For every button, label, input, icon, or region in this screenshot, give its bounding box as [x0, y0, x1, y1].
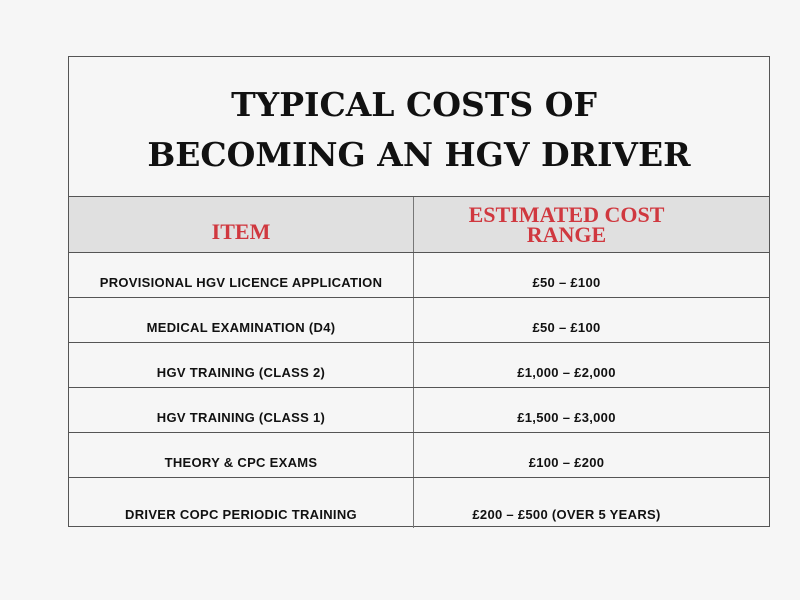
cost-cell: £50 – £100	[532, 319, 601, 335]
cost-cell: £50 – £100	[532, 274, 601, 290]
item-cell: DRIVER COPC PERIODIC TRAINING	[69, 478, 414, 528]
column-header-item: ITEM	[69, 197, 414, 252]
table-row	[69, 253, 769, 298]
item-cell: MEDICAL EXAMINATION (D4)	[69, 298, 414, 342]
table-row	[69, 478, 769, 528]
table-row	[69, 433, 769, 478]
cost-cell: £1,000 – £2,000	[517, 364, 616, 380]
cost-cell: £1,500 – £3,000	[517, 409, 616, 425]
column-header-row	[69, 197, 769, 253]
title-line-1: TYPICAL COSTS OF	[231, 84, 597, 124]
item-cell: THEORY & CPC EXAMS	[69, 433, 414, 477]
column-header-cost-line-1: ESTIMATED COST	[468, 201, 665, 227]
item-cell: PROVISIONAL HGV LICENCE APPLICATION	[69, 253, 414, 297]
title-line-2: BECOMING AN HGV DRIVER	[147, 134, 691, 174]
table-title	[69, 57, 769, 197]
cost-cell: £200 – £500 (OVER 5 YEARS)	[472, 506, 661, 522]
item-cell: HGV TRAINING (CLASS 2)	[69, 343, 414, 387]
cost-cell: £100 – £200	[528, 454, 605, 470]
item-cell: HGV TRAINING (CLASS 1)	[69, 388, 414, 432]
table-row	[69, 388, 769, 433]
column-header-cost	[414, 197, 769, 252]
column-header-cost-line-2: RANGE	[526, 221, 607, 247]
cost-table	[68, 56, 770, 527]
table-row	[69, 298, 769, 343]
table-row	[69, 343, 769, 388]
